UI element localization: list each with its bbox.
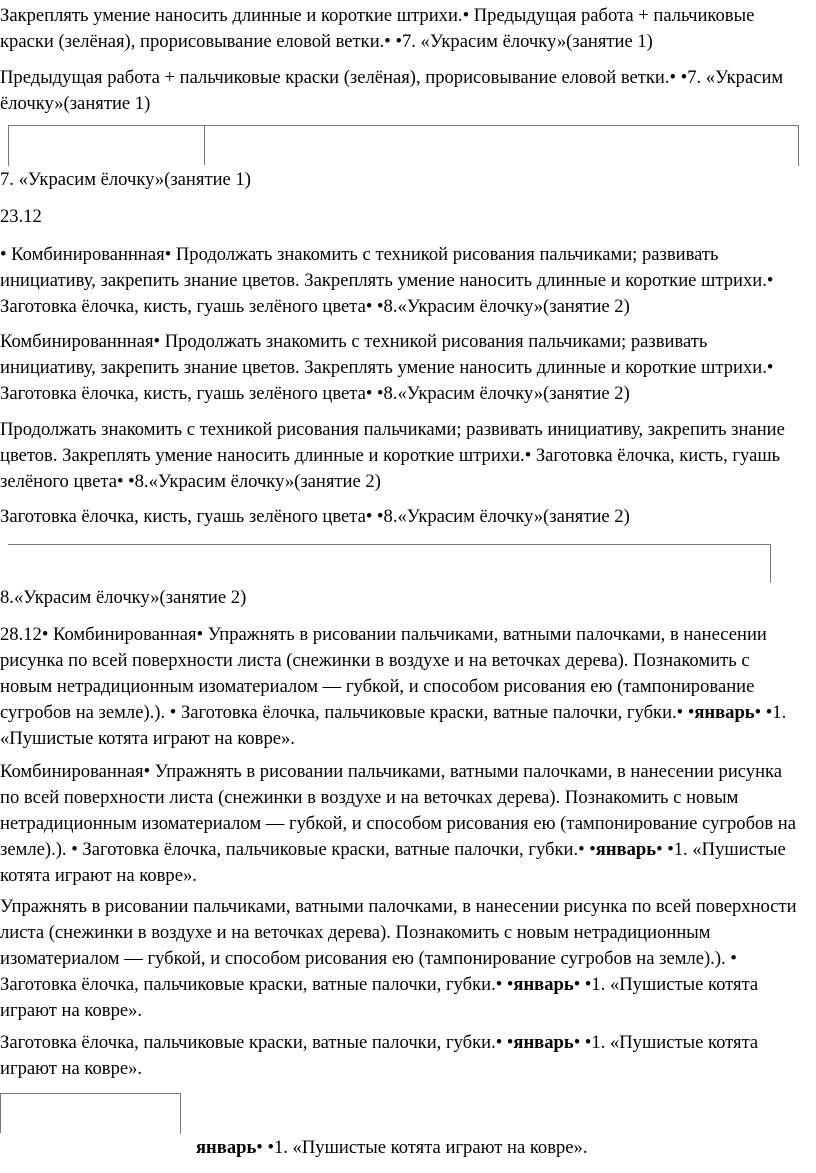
paragraph-6: Комбинированнная• Продолжать знакомить с техникой рисования пальчиками; развивать инициативу, закрепить знание цветов. Закреплять умение наносить длинные и короткие штрихи.• Заготовка ёлочка, кисть, гуашь зелёного цвета• •8.«Украсим ёлочку»(занятие 2) (0, 331, 774, 404)
table-frame-3 (0, 1093, 181, 1134)
paragraph-10: 28.12• Комбинированная• Упражнять в рисовании пальчиками, ватными палочками, в нанесении рисунка по всей поверхности листа (снежинки в воздухе и на веточках дерева). Познакомить с новым нетрадиционным изоматериалом — губкой, и способом рисования ею (тампонирование сугробов на земле).). • Заготовка ёлочка, пальчиковые краски, ватные палочки, губки.• •январь• •1. «Пушистые котята играют на ковре». (0, 624, 787, 749)
month-january: январь (595, 839, 657, 860)
paragraph-8: Заготовка ёлочка, кисть, гуашь зелёного цвета• •8.«Украсим ёлочку»(занятие 2) (0, 506, 630, 527)
paragraph-5: • Комбинированнная• Продолжать знакомить с техникой рисования пальчиками; развивать инициативу, закрепить знание цветов. Закреплять умение наносить длинные и короткие штрихи.• Заготовка ёлочка, кисть, гуашь зелёного цвета• •8.«Украсим ёлочку»(занятие 2) (0, 244, 774, 317)
paragraph-2: Предыдущая работа + пальчиковые краски (зелёная), прорисовывание еловой ветки.• •7. «Украсим ёлочку»(занятие 1) (0, 67, 784, 114)
paragraph-9: 8.«Украсим ёлочку»(занятие 2) (0, 587, 247, 608)
paragraph-1: Закреплять умение наносить длинные и короткие штрихи.• Предыдущая работа + пальчиковые краски (зелёная), прорисовывание еловой ветки.• •7. «Украсим ёлочку»(занятие 1) (0, 5, 755, 52)
table-frame-2 (8, 544, 771, 583)
paragraph-3: 7. «Украсим ёлочку»(занятие 1) (0, 169, 251, 190)
month-january: январь (513, 1032, 574, 1053)
month-january: январь (694, 702, 755, 723)
month-january: январь (196, 1137, 257, 1158)
month-january: январь (513, 974, 574, 995)
table-divider-3 (0, 1093, 1, 1133)
paragraph-7: Продолжать знакомить с техникой рисования пальчиками; развивать инициативу, закрепить знание цветов. Закреплять умение наносить длинные и короткие штрихи.• Заготовка ёлочка, кисть, гуашь зелёного цвета• •8.«Украсим ёлочку»(занятие 2) (0, 419, 785, 492)
table-frame-1 (8, 125, 799, 166)
paragraph-14: январь• •1. «Пушистые котята играют на ковре». (196, 1137, 588, 1158)
paragraph-11: Комбинированная• Упражнять в рисовании пальчиками, ватными палочками, в нанесении рисунка по всей поверхности листа (снежинки в воздухе и на веточках дерева). Познакомить с новым нетрадиционным изоматериалом — губкой, и способом рисования ею (тампонирование сугробов на земле).). • Заготовка ёлочка, пальчиковые краски, ватные палочки, губки.• •январь• •1. «Пушистые котята играют на ковре». (0, 761, 796, 886)
table-divider-1 (204, 125, 205, 165)
paragraph-13: Заготовка ёлочка, пальчиковые краски, ватные палочки, губки.• •январь• •1. «Пушистые котята играют на ковре». (0, 1032, 759, 1079)
date-23-12: 23.12 (0, 206, 42, 227)
paragraph-12: Упражнять в рисовании пальчиками, ватными палочками, в нанесении рисунка по всей поверхности листа (снежинки в воздухе и на веточках дерева). Познакомить с новым нетрадиционным изоматериалом — губкой, и способом рисования ею (тампонирование сугробов на земле).). • Заготовка ёлочка, пальчиковые краски, ватные палочки, губки.• •январь• •1. «Пушистые котята играют на ковре». (0, 896, 797, 1021)
